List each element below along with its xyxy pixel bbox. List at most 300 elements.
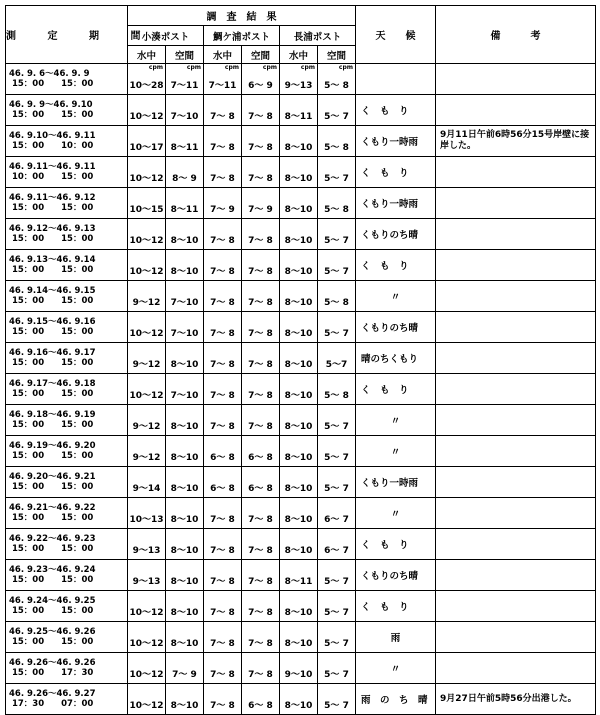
value-cell	[280, 374, 318, 405]
value-cell	[166, 498, 204, 529]
value-cell	[166, 436, 204, 467]
value-cell	[318, 281, 356, 312]
value-text: 7～10	[170, 112, 199, 122]
value-cell	[128, 188, 166, 219]
weather-cell	[356, 64, 436, 95]
value-text: 8～10	[170, 236, 199, 246]
table-row	[6, 157, 596, 188]
value-cell	[204, 560, 242, 591]
value-cell	[204, 126, 242, 157]
value-text: 6～ 7	[324, 515, 349, 525]
value-text: 10～13	[129, 515, 164, 525]
weather-cell: くもりのち晴	[356, 312, 436, 343]
table-row	[6, 374, 596, 405]
value-text: 5～ 7	[324, 422, 349, 432]
value-cell	[318, 157, 356, 188]
value-cell	[128, 653, 166, 684]
value-cell	[166, 591, 204, 622]
value-text: 7～ 8	[210, 670, 235, 680]
value-text: 6～ 8	[248, 484, 273, 494]
table-row	[6, 250, 596, 281]
header-results: 調 査 結 果	[128, 6, 356, 26]
value-text: 10～17	[129, 143, 164, 153]
period-cell: 46. 9.14～46. 9.15 15：00 15：00	[6, 281, 128, 312]
value-cell	[204, 498, 242, 529]
value-cell	[204, 405, 242, 436]
value-cell	[204, 436, 242, 467]
value-text: 9～13	[132, 546, 161, 556]
unit-label: cpm	[300, 64, 315, 71]
value-text: 8～10	[170, 608, 199, 618]
value-text: 7～ 8	[248, 670, 273, 680]
notes-cell	[436, 467, 596, 498]
weather-cell: く も り	[356, 157, 436, 188]
notes-cell	[436, 374, 596, 405]
notes-cell	[436, 281, 596, 312]
value-cell	[280, 219, 318, 250]
value-cell	[128, 436, 166, 467]
value-text: 6～ 7	[324, 546, 349, 556]
value-text: 10～12	[129, 670, 164, 680]
weather-cell: 雨 の ち 晴	[356, 684, 436, 715]
value-text: 7～ 8	[210, 546, 235, 556]
value-cell	[318, 374, 356, 405]
value-cell	[318, 188, 356, 219]
value-text: 10～12	[129, 608, 164, 618]
value-cell	[128, 126, 166, 157]
value-text: 7～ 8	[210, 174, 235, 184]
header-air: 空間	[242, 46, 280, 64]
value-cell	[128, 343, 166, 374]
value-cell	[242, 467, 280, 498]
value-text: 8～10	[284, 701, 313, 711]
value-text: 7～ 8	[248, 267, 273, 277]
value-cell	[128, 684, 166, 715]
value-cell	[204, 374, 242, 405]
value-text: 7～ 8	[210, 701, 235, 711]
value-cell	[166, 188, 204, 219]
value-text: 7～ 8	[210, 515, 235, 525]
value-text: 5～ 7	[324, 484, 349, 494]
value-text: 7～ 8	[210, 112, 235, 122]
value-cell	[204, 684, 242, 715]
header-post-taigaura: 鯛ケ浦ポスト	[204, 26, 280, 46]
value-text: 10～28	[129, 81, 164, 91]
period-cell: 46. 9.18～46. 9.19 15：00 15：00	[6, 405, 128, 436]
value-cell	[318, 622, 356, 653]
table-row	[6, 498, 596, 529]
value-text: 5～ 7	[324, 577, 349, 587]
value-text: 6～ 8	[210, 484, 235, 494]
value-text: 8～10	[170, 577, 199, 587]
notes-cell	[436, 622, 596, 653]
value-cell	[318, 250, 356, 281]
value-text: 8～10	[284, 329, 313, 339]
value-text: 8～10	[170, 267, 199, 277]
table-row	[6, 126, 596, 157]
value-text: 5～ 7	[324, 701, 349, 711]
value-text: 8～10	[170, 360, 199, 370]
value-text: 7～ 8	[210, 298, 235, 308]
value-text: 5～ 7	[324, 453, 349, 463]
notes-cell	[436, 529, 596, 560]
unit-label: cpm	[148, 64, 163, 71]
period-cell: 46. 9.15～46. 9.16 15：00 15：00	[6, 312, 128, 343]
value-cell	[242, 250, 280, 281]
value-cell	[242, 653, 280, 684]
value-cell	[204, 653, 242, 684]
value-text: 7～ 8	[248, 639, 273, 649]
header-weather: 天 候	[356, 6, 436, 64]
value-cell	[166, 405, 204, 436]
value-text: 7～ 8	[248, 515, 273, 525]
period-cell: 46. 9.11～46. 9.12 15：00 15：00	[6, 188, 128, 219]
header-water: 水中	[204, 46, 242, 64]
value-cell	[166, 343, 204, 374]
weather-cell: 晴のちくもり	[356, 343, 436, 374]
value-cell	[128, 250, 166, 281]
value-text: 7～10	[170, 329, 199, 339]
value-cell	[280, 250, 318, 281]
weather-cell: 〃	[356, 498, 436, 529]
value-cell	[204, 157, 242, 188]
header-air: 空間	[318, 46, 356, 64]
table-row	[6, 64, 596, 95]
value-cell	[280, 188, 318, 219]
value-cell	[128, 281, 166, 312]
value-text: 7～ 8	[248, 143, 273, 153]
value-cell	[166, 529, 204, 560]
value-cell	[280, 684, 318, 715]
value-cell	[280, 64, 318, 95]
value-text: 5～ 8	[324, 143, 349, 153]
table-row	[6, 529, 596, 560]
value-text: 8～10	[170, 639, 199, 649]
value-text: 7～ 8	[248, 391, 273, 401]
header-water: 水中	[128, 46, 166, 64]
value-text: 8～10	[284, 267, 313, 277]
table-row	[6, 560, 596, 591]
period-cell: 46. 9.26～46. 9.26 15：00 17：30	[6, 653, 128, 684]
notes-cell	[436, 219, 596, 250]
value-text: 7～ 9	[172, 670, 197, 680]
header-air: 空間	[166, 46, 204, 64]
weather-cell: く も り	[356, 250, 436, 281]
notes-cell	[436, 405, 596, 436]
value-text: 9～10	[284, 670, 313, 680]
value-text: 5～ 8	[324, 205, 349, 215]
value-cell	[242, 281, 280, 312]
weather-cell: く も り	[356, 95, 436, 126]
value-text: 7～ 8	[248, 236, 273, 246]
value-cell	[280, 312, 318, 343]
value-text: 10～12	[129, 174, 164, 184]
value-text: 8～10	[170, 422, 199, 432]
period-cell: 46. 9.16～46. 9.17 15：00 15：00	[6, 343, 128, 374]
value-text: 8～10	[284, 298, 313, 308]
value-cell	[280, 281, 318, 312]
value-cell	[280, 622, 318, 653]
survey-table	[5, 5, 596, 715]
value-cell	[242, 219, 280, 250]
value-cell	[280, 95, 318, 126]
value-cell	[318, 529, 356, 560]
value-cell	[242, 684, 280, 715]
value-text: 8～10	[284, 484, 313, 494]
value-cell	[204, 188, 242, 219]
value-cell	[166, 312, 204, 343]
value-text: 9～12	[132, 422, 161, 432]
value-text: 7～ 8	[210, 608, 235, 618]
weather-cell: くもり一時雨	[356, 126, 436, 157]
value-cell	[318, 405, 356, 436]
value-text: 7～ 8	[210, 422, 235, 432]
value-text: 7～ 8	[210, 391, 235, 401]
weather-cell: く も り	[356, 529, 436, 560]
value-cell	[166, 157, 204, 188]
unit-label: cpm	[338, 64, 354, 71]
value-text: 8～10	[284, 174, 313, 184]
value-text: 8～11	[170, 143, 199, 153]
period-cell: 46. 9.20～46. 9.21 15：00 15：00	[6, 467, 128, 498]
value-text: 8～10	[170, 515, 199, 525]
header-post-kominato: 小湊ポスト	[128, 26, 204, 46]
value-cell	[318, 343, 356, 374]
period-cell: 46. 9.23～46. 9.24 15：00 15：00	[6, 560, 128, 591]
value-cell	[204, 250, 242, 281]
weather-cell: 〃	[356, 405, 436, 436]
notes-cell	[436, 64, 596, 95]
value-text: 8～10	[284, 205, 313, 215]
unit-label: cpm	[262, 64, 277, 71]
value-cell	[204, 64, 242, 95]
unit-label: cpm	[224, 64, 239, 71]
notes-cell	[436, 591, 596, 622]
value-text: 8～10	[170, 546, 199, 556]
header-notes: 備 考	[436, 6, 596, 64]
value-text: 9～12	[132, 453, 161, 463]
value-text: 8～11	[170, 205, 199, 215]
value-text: 7～ 9	[248, 205, 273, 215]
value-text: 10～12	[129, 701, 164, 711]
value-cell	[242, 591, 280, 622]
value-cell	[204, 343, 242, 374]
value-text: 8～10	[170, 701, 199, 711]
header-period: 測 定 期 間	[6, 6, 128, 64]
value-cell	[318, 653, 356, 684]
value-cell	[280, 467, 318, 498]
value-cell	[280, 126, 318, 157]
value-cell	[242, 312, 280, 343]
value-text: 7～ 9	[210, 205, 235, 215]
header-water: 水中	[280, 46, 318, 64]
weather-cell: くもり一時雨	[356, 467, 436, 498]
value-text: 7～ 8	[210, 577, 235, 587]
value-cell	[280, 653, 318, 684]
value-cell	[318, 560, 356, 591]
value-cell	[128, 157, 166, 188]
value-text: 7～ 8	[248, 174, 273, 184]
unit-label: cpm	[186, 64, 201, 71]
value-cell	[204, 281, 242, 312]
value-cell	[280, 529, 318, 560]
value-cell	[318, 219, 356, 250]
value-text: 7～ 8	[248, 298, 273, 308]
value-cell	[280, 498, 318, 529]
value-cell	[318, 64, 356, 95]
weather-cell: 雨	[356, 622, 436, 653]
value-text: 5～7	[325, 360, 348, 370]
value-text: 8～10	[284, 236, 313, 246]
value-cell	[242, 529, 280, 560]
value-cell	[166, 281, 204, 312]
value-text: 6～ 8	[210, 453, 235, 463]
period-cell: 46. 9.25～46. 9.26 15：00 15：00	[6, 622, 128, 653]
value-cell	[166, 374, 204, 405]
value-text: 7～ 8	[248, 112, 273, 122]
value-cell	[204, 622, 242, 653]
period-cell: 46. 9.19～46. 9.20 15：00 15：00	[6, 436, 128, 467]
value-cell	[128, 529, 166, 560]
value-text: 7～ 8	[248, 608, 273, 618]
value-cell	[318, 95, 356, 126]
weather-cell: くもりのち晴	[356, 219, 436, 250]
value-text: 9～12	[132, 298, 161, 308]
value-text: 8～10	[284, 143, 313, 153]
value-cell	[128, 591, 166, 622]
value-cell	[280, 560, 318, 591]
value-cell	[166, 653, 204, 684]
period-cell: 46. 9. 6～46. 9. 9 15：00 15：00	[6, 64, 128, 95]
weather-cell: 〃	[356, 281, 436, 312]
value-text: 7～10	[170, 391, 199, 401]
value-cell	[166, 467, 204, 498]
value-text: 8～10	[284, 639, 313, 649]
value-cell	[242, 64, 280, 95]
value-cell	[242, 560, 280, 591]
value-cell	[166, 250, 204, 281]
notes-cell	[436, 560, 596, 591]
notes-cell: 9月11日午前6時56分15号岸壁に接岸した。	[436, 126, 596, 157]
value-text: 9～12	[132, 360, 161, 370]
notes-cell	[436, 312, 596, 343]
value-cell	[166, 560, 204, 591]
value-cell	[166, 64, 204, 95]
value-text: 8～10	[284, 608, 313, 618]
value-text: 7～ 8	[210, 267, 235, 277]
value-cell	[204, 219, 242, 250]
value-text: 7～ 8	[248, 360, 273, 370]
table-row	[6, 405, 596, 436]
table-row	[6, 467, 596, 498]
period-cell: 46. 9.24～46. 9.25 15：00 15：00	[6, 591, 128, 622]
value-text: 8～11	[284, 112, 313, 122]
value-cell	[128, 95, 166, 126]
notes-cell	[436, 498, 596, 529]
value-text: 5～ 8	[324, 391, 349, 401]
value-text: 7～ 8	[210, 236, 235, 246]
notes-cell	[436, 250, 596, 281]
value-cell	[166, 684, 204, 715]
period-cell: 46. 9.11～46. 9.11 10：00 15：00	[6, 157, 128, 188]
value-text: 9～14	[132, 484, 161, 494]
period-cell: 46. 9.13～46. 9.14 15：00 15：00	[6, 250, 128, 281]
value-text: 7～10	[170, 298, 199, 308]
value-cell	[128, 498, 166, 529]
value-cell	[128, 622, 166, 653]
value-text: 10～12	[129, 267, 164, 277]
value-cell	[280, 405, 318, 436]
value-cell	[128, 405, 166, 436]
value-cell	[242, 436, 280, 467]
value-text: 5～ 7	[324, 639, 349, 649]
value-cell	[204, 312, 242, 343]
period-cell: 46. 9.10～46. 9.11 15：00 10：00	[6, 126, 128, 157]
value-text: 8～10	[284, 515, 313, 525]
value-cell	[242, 126, 280, 157]
value-text: 8～10	[284, 546, 313, 556]
value-cell	[166, 219, 204, 250]
table-row	[6, 436, 596, 467]
table-row	[6, 622, 596, 653]
value-text: 8～10	[284, 360, 313, 370]
value-text: 7～11	[208, 81, 237, 91]
value-cell	[318, 436, 356, 467]
value-cell	[166, 126, 204, 157]
weather-cell: く も り	[356, 591, 436, 622]
value-cell	[128, 312, 166, 343]
value-text: 5～ 8	[324, 298, 349, 308]
value-text: 7～ 8	[248, 329, 273, 339]
value-cell	[280, 157, 318, 188]
value-text: 7～11	[170, 81, 199, 91]
value-text: 7～ 8	[210, 639, 235, 649]
table-row	[6, 188, 596, 219]
value-cell	[318, 126, 356, 157]
weather-cell: くもり一時雨	[356, 188, 436, 219]
value-text: 5～ 7	[324, 670, 349, 680]
value-text: 10～12	[129, 639, 164, 649]
table-row	[6, 591, 596, 622]
value-cell	[204, 467, 242, 498]
notes-cell	[436, 157, 596, 188]
value-cell	[128, 374, 166, 405]
period-cell: 46. 9.26～46. 9.27 17：30 07：00	[6, 684, 128, 715]
notes-cell	[436, 95, 596, 126]
notes-cell: 9月27日午前5時56分出港した。	[436, 684, 596, 715]
value-cell	[128, 467, 166, 498]
value-cell	[242, 374, 280, 405]
table-row	[6, 343, 596, 374]
period-cell: 46. 9.22～46. 9.23 15：00 15：00	[6, 529, 128, 560]
value-text: 6～ 9	[248, 81, 273, 91]
period-cell: 46. 9.12～46. 9.13 15：00 15：00	[6, 219, 128, 250]
value-text: 10～15	[129, 205, 164, 215]
value-text: 8～10	[284, 391, 313, 401]
value-cell	[242, 95, 280, 126]
value-text: 7～ 8	[210, 143, 235, 153]
period-cell: 46. 9.21～46. 9.22 15：00 15：00	[6, 498, 128, 529]
value-text: 7～ 8	[210, 329, 235, 339]
weather-cell: く も り	[356, 374, 436, 405]
value-text: 7～ 8	[248, 422, 273, 432]
value-text: 10～12	[129, 329, 164, 339]
table-row	[6, 219, 596, 250]
value-text: 5～ 7	[324, 329, 349, 339]
table-row	[6, 653, 596, 684]
value-text: 6～ 8	[248, 453, 273, 463]
value-cell	[242, 188, 280, 219]
